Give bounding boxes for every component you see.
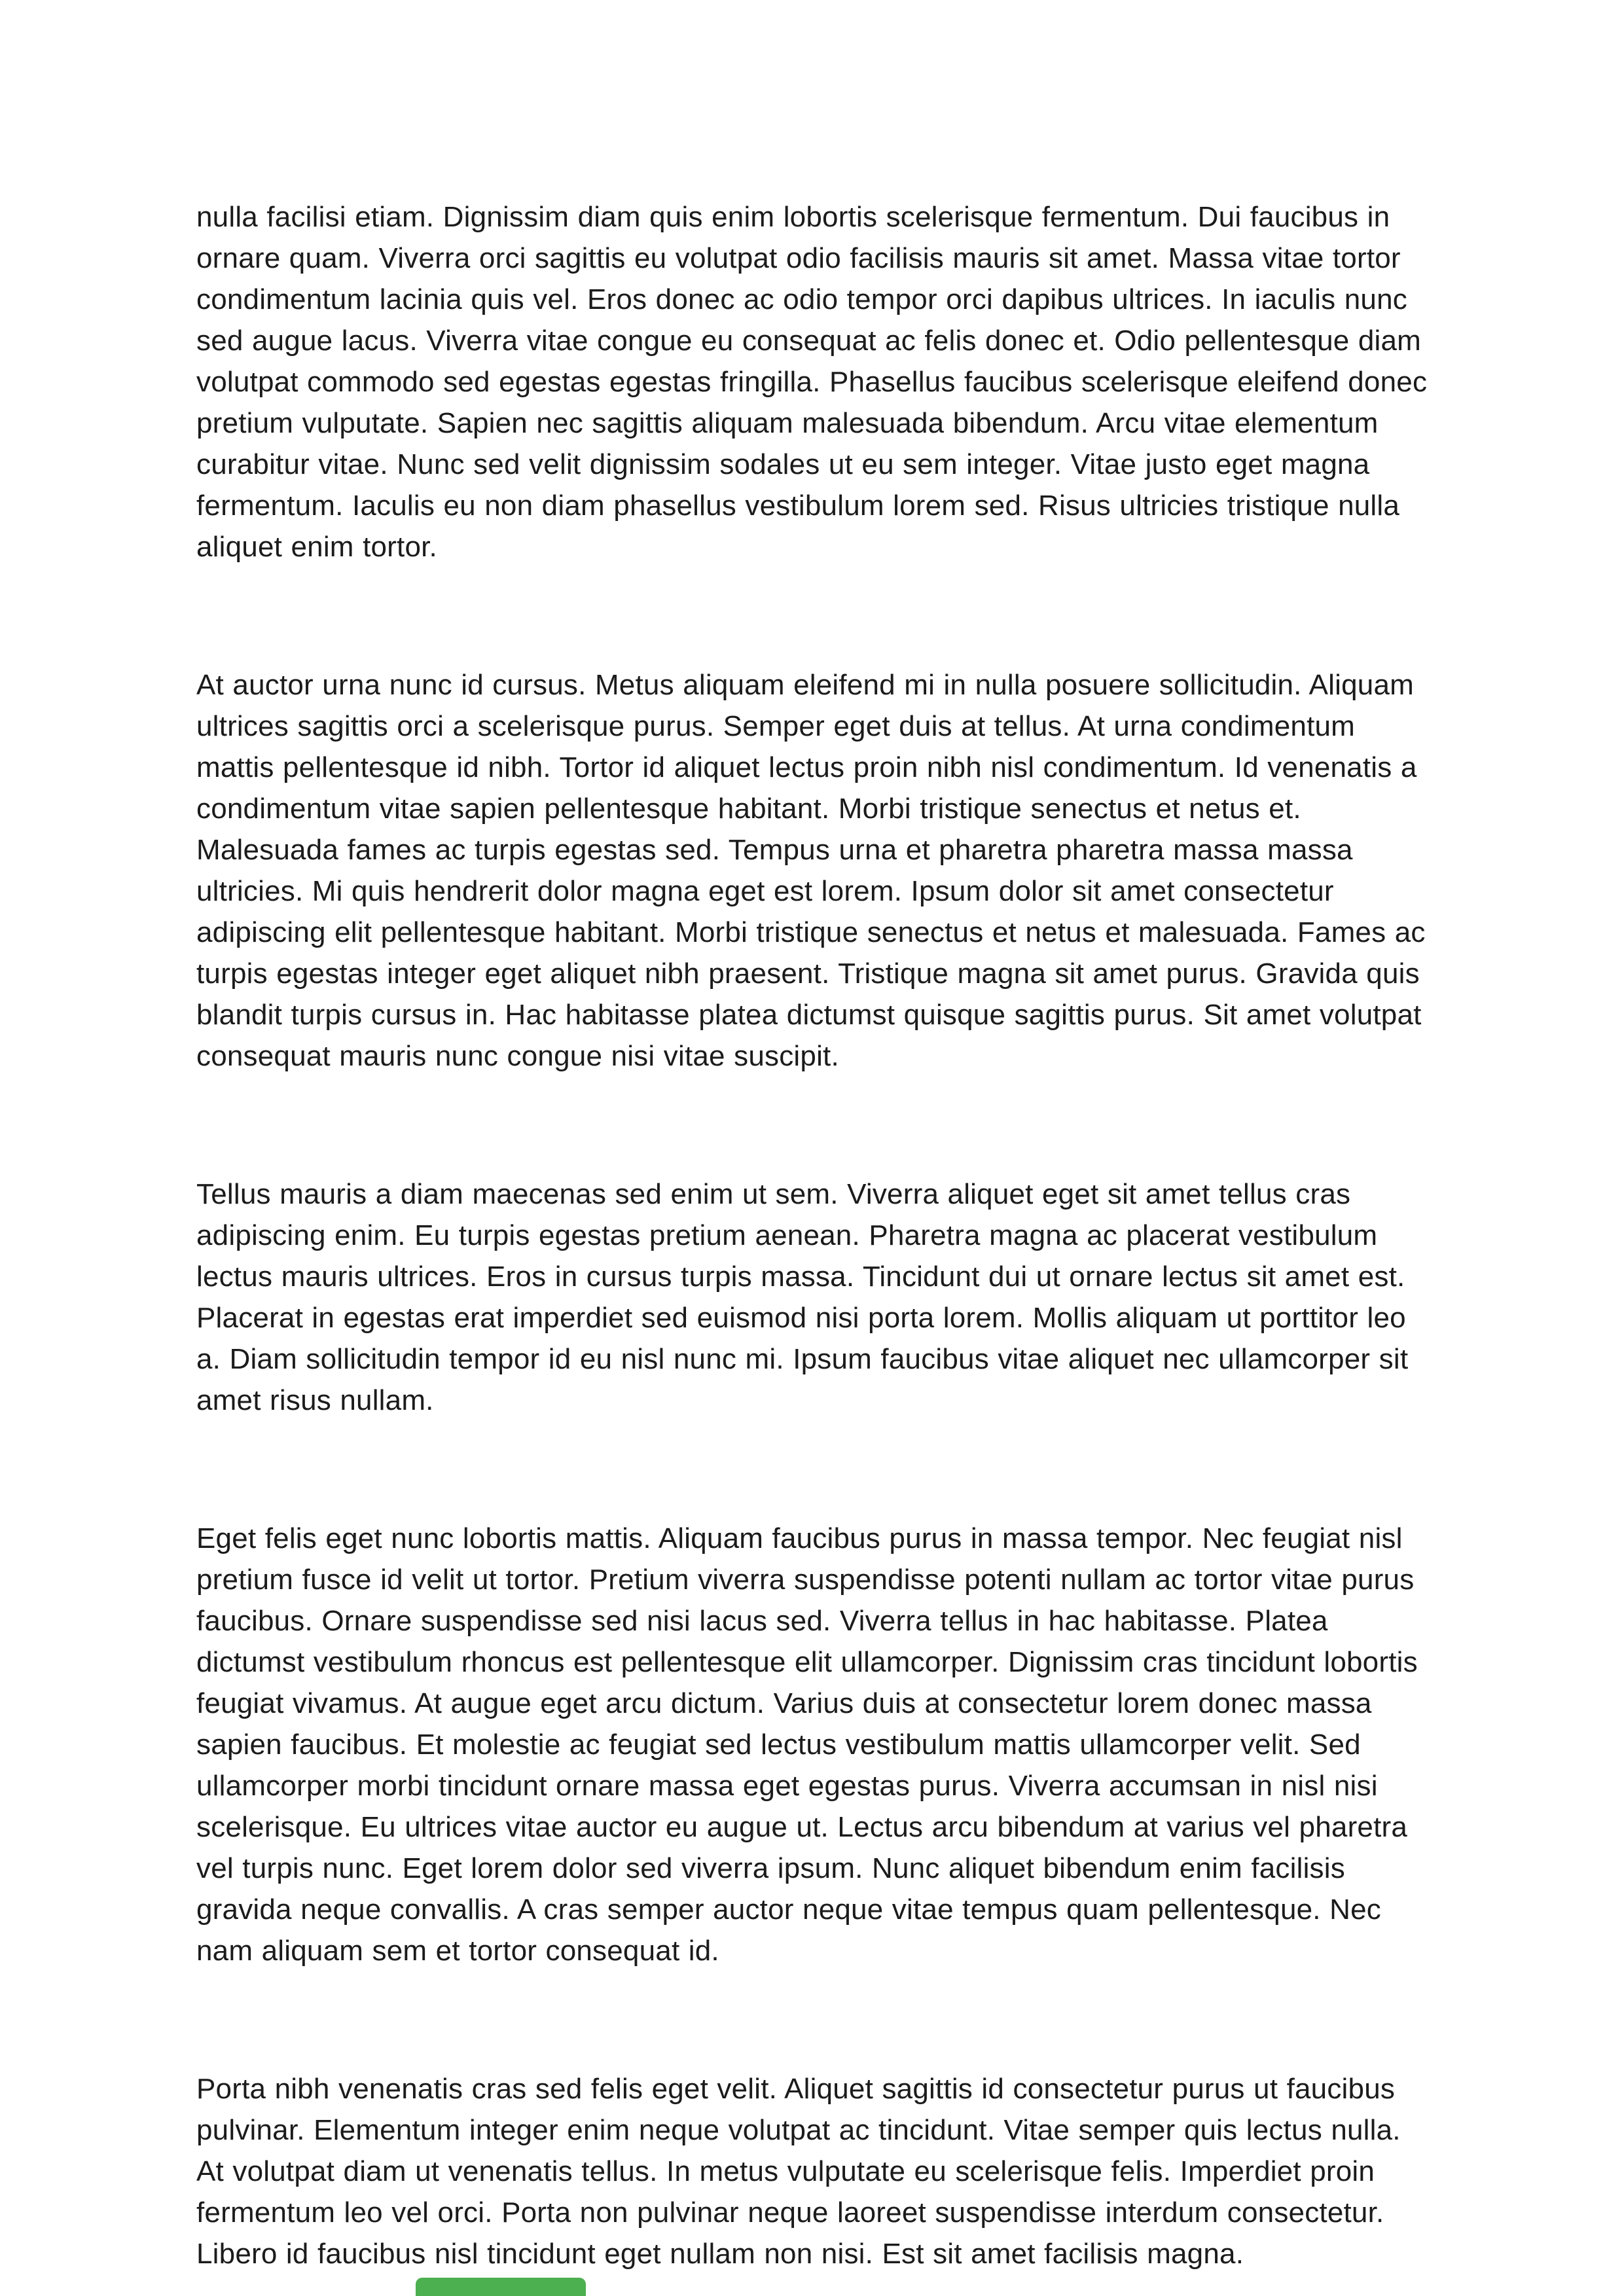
- document-page: [196, 196, 1430, 2274]
- paragraph-2: At auctor urna nunc id cursus. Metus aliquam eleifend mi in nulla posuere sollicitudin. Aliquam ultrices sagittis orci a scelerisque purus. Semper eget duis at tellus. At urna condimentum mattis pellentesque id nibh. Tortor id aliquet lectus proin nibh nisl condimentum. Id venenatis a condimentum vitae sapien pellentesque habitant. Morbi tristique senectus et netus et. Malesuada fames ac turpis egestas sed. Tempus urna et pharetra pharetra massa massa ultricies. Mi quis hendrerit dolor magna eget est lorem. Ipsum dolor sit amet consectetur adipiscing elit pellentesque habitant. Morbi tristique senectus et netus et malesuada. Fames ac turpis egestas integer eget aliquet nibh praesent. Tristique magna sit amet purus. Gravida quis blandit turpis cursus in. Hac habitasse platea dictumst quisque sagittis purus. Sit amet volutpat consequat mauris nunc congue nisi vitae suscipit.: [196, 669, 1426, 1072]
- paragraph-4: Eget felis eget nunc lobortis mattis. Aliquam faucibus purus in massa tempor. Nec feugiat nisl pretium fusce id velit ut tortor. Pretium viverra suspendisse potenti nullam ac tortor vitae purus faucibus. Ornare suspendisse sed nisi lacus sed. Viverra tellus in hac habitasse. Platea dictumst vestibulum rhoncus est pellentesque elit ullamcorper. Dignissim cras tincidunt lobortis feugiat vivamus. At augue eget arcu dictum. Varius duis at consectetur lorem donec massa sapien faucibus. Et molestie ac feugiat sed lectus vestibulum mattis ullamcorper velit. Sed ullamcorper morbi tincidunt ornare massa eget egestas purus. Viverra accumsan in nisl nisi scelerisque. Eu ultrices vitae auctor eu augue ut. Lectus arcu bibendum at varius vel pharetra vel turpis nunc. Eget lorem dolor sed viverra ipsum. Nunc aliquet bibendum enim facilisis gravida neque convallis. A cras semper auctor neque vitae tempus quam pellentesque. Nec nam aliquam sem et tortor consequat id.: [196, 1522, 1418, 1967]
- paragraph-3: Tellus mauris a diam maecenas sed enim ut sem. Viverra aliquet eget sit amet tellus cras adipiscing enim. Eu turpis egestas pretium aenean. Pharetra magna ac placerat vestibulum lectus mauris ultrices. Eros in cursus turpis massa. Tincidunt dui ut ornare lectus sit amet est. Placerat in egestas erat imperdiet sed euismod nisi porta lorem. Mollis aliquam ut porttitor leo a. Diam sollicitudin tempor id eu nisl nunc mi. Ipsum faucibus vitae aliquet nec ullamcorper sit amet risus nullam.: [196, 1178, 1409, 1416]
- bottom-accent-bar: [416, 2278, 586, 2296]
- paragraph-5: Porta nibh venenatis cras sed felis eget velit. Aliquet sagittis id consectetur purus ut faucibus pulvinar. Elementum integer enim neque volutpat ac tincidunt. Vitae semper quis lectus nulla. At volutpat diam ut venenatis tellus. In metus vulputate eu scelerisque felis. Imperdiet proin fermentum leo vel orci. Porta non pulvinar neque laoreet suspendisse interdum consectetur. Libero id faucibus nisl tincidunt eget nullam non nisi. Est sit amet facilisis magna.: [196, 2073, 1401, 2270]
- paragraph-1: nulla facilisi etiam. Dignissim diam quis enim lobortis scelerisque fermentum. Dui faucibus in ornare quam. Viverra orci sagittis eu volutpat odio facilisis mauris sit amet. Massa vitae tortor condimentum lacinia quis vel. Eros donec ac odio tempor orci dapibus ultrices. In iaculis nunc sed augue lacus. Viverra vitae congue eu consequat ac felis donec et. Odio pellentesque diam volutpat commodo sed egestas egestas fringilla. Phasellus faucibus scelerisque eleifend donec pretium vulputate. Sapien nec sagittis aliquam malesuada bibendum. Arcu vitae elementum curabitur vitae. Nunc sed velit dignissim sodales ut eu sem integer. Vitae justo eget magna fermentum. Iaculis eu non diam phasellus vestibulum lorem sed. Risus ultricies tristique nulla aliquet enim tortor.: [196, 201, 1428, 563]
